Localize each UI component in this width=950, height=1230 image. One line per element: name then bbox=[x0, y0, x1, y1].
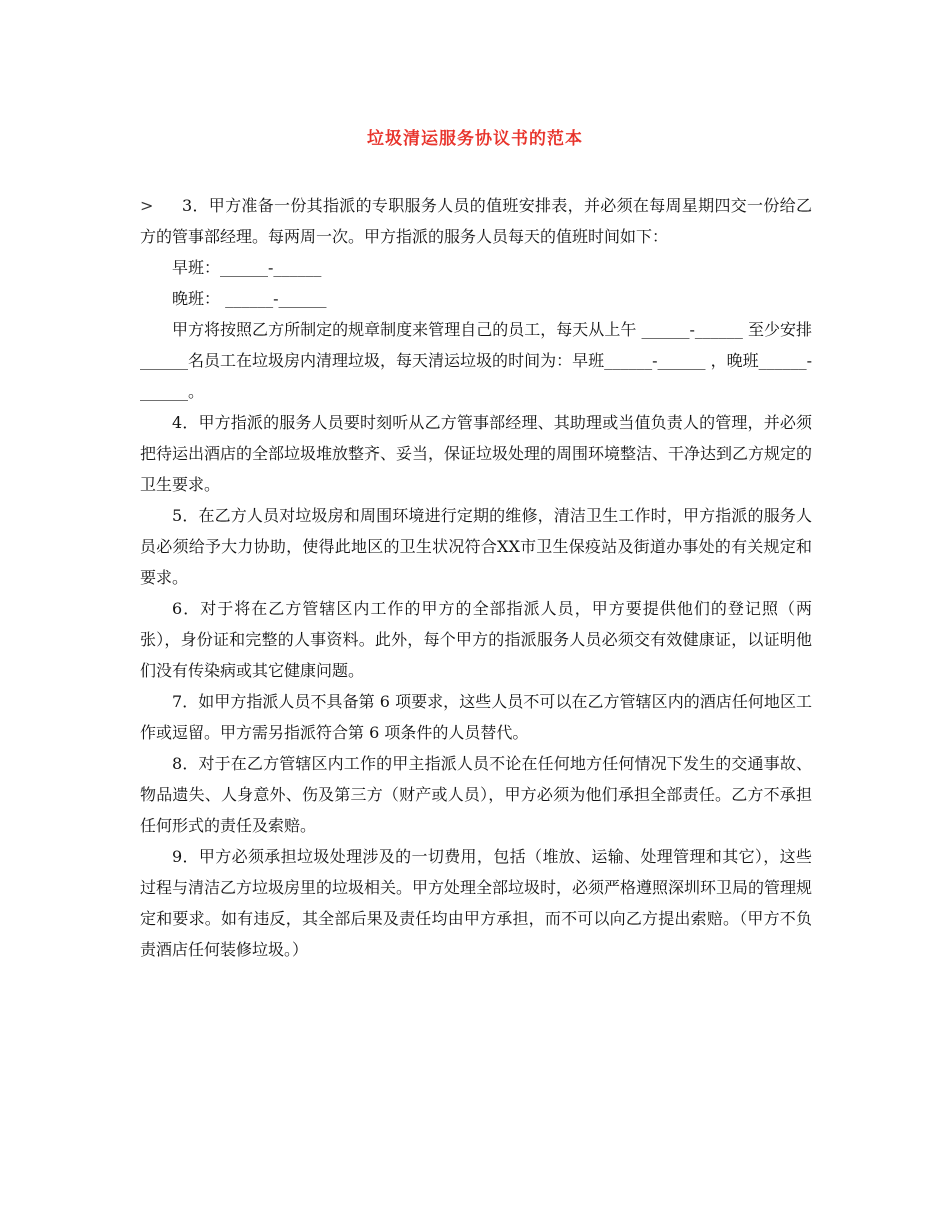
paragraph-6: 6．对于将在乙方管辖区内工作的甲方的全部指派人员，甲方要提供他们的登记照（两张），身份证和完整的人事资料。此外，每个甲方的指派服务人员必须交有效健康证，以证明他们没有传染病或其它健康问题。 bbox=[140, 599, 812, 680]
paragraph-7: 7．如甲方指派人员不具备第 6 项要求，这些人员不可以在乙方管辖区内的酒店任何地区工作或逗留。甲方需另指派符合第 6 项条件的人员替代。 bbox=[140, 692, 812, 742]
morning-shift-line: 早班：______-______ bbox=[172, 258, 322, 277]
paragraph-3 bbox=[140, 190, 812, 252]
paragraph-8: 8．对于在乙方管辖区内工作的甲主指派人员不论在任何地方任何情况下发生的交通事故、物品遗失、人身意外、伤及第三方（财产或人员），甲方必须为他们承担全部责任。乙方不承担任何形式的责任及索赔。 bbox=[140, 754, 812, 835]
paragraph-4: 4．甲方指派的服务人员要时刻听从乙方管事部经理、其助理或当值负责人的管理，并必须把待运出酒店的全部垃圾堆放整齐、妥当，保证垃圾处理的周围环境整洁、干净达到乙方规定的卫生要求。 bbox=[140, 413, 813, 494]
paragraph-9: 9．甲方必须承担垃圾处理涉及的一切费用，包括（堆放、运输、处理管理和其它），这些过程与清洁乙方垃圾房里的垃圾相关。甲方处理全部垃圾时，必须严格遵照深圳环卫局的管理规定和要求。如有违反，其全部后果及责任均由甲方承担，而不可以向乙方提出索赔。（甲方不负责酒店任何装修垃圾。） bbox=[140, 847, 813, 959]
staffing-paragraph: 甲方将按照乙方所制定的规章制度来管理自己的员工，每天从上午 ______-______ 至少安排______名员工在垃圾房内清理垃圾，每天清运垃圾的时间为：早班______-______ ，晚班______-______。 bbox=[140, 320, 812, 401]
document-title: 垃圾清运服务协议书的范本 bbox=[367, 129, 583, 149]
evening-shift-line: 晚班： ______-______ bbox=[172, 289, 327, 308]
paragraph-5: 5．在乙方人员对垃圾房和周围环境进行定期的维修，清洁卫生工作时，甲方指派的服务人员必须给予大力协助，使得此地区的卫生状况符合XX市卫生保疫站及街道办事处的有关规定和要求。 bbox=[140, 506, 812, 587]
list-marker-icon: > bbox=[140, 196, 154, 215]
document-body bbox=[140, 190, 812, 965]
paragraph-3-text: 3．甲方准备一份其指派的专职服务人员的值班安排表，并必须在每周星期四交一份给乙方的管事部经理。每两周一次。甲方指派的服务人员每天的值班时间如下： bbox=[140, 196, 812, 246]
